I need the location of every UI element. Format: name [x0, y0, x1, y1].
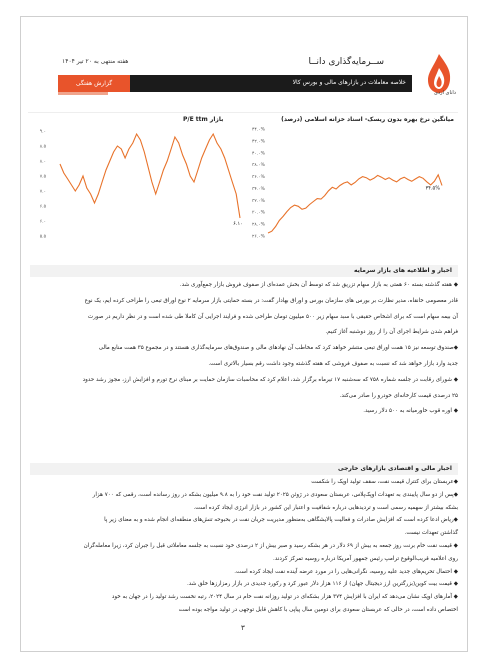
logo-caption: دانای اردی [434, 90, 456, 96]
y-tick-label: ۳۰.۰% [252, 210, 265, 216]
y-tick-label: ۶.۵ [39, 204, 46, 210]
y-tick-label: ۷.۵ [39, 174, 46, 180]
news-line: ◆صندوق توسعه نیز ۱۵ همت اوراق تبعی منتشر خواهد کرد که مخاطب آن نهادهای مالی و صندوق‌های سرمایه‌گذاری هستند و در مجموع ۳۵ همت منابع مالی [98, 345, 458, 352]
news-line: ◆ قیمت بیت کوین(بزرگترین ارز دیجیتال جهان) از ۱۱۶ هزار دلار عبور کرد و رکورد جدیدی در بازار رمزارزها خلق شد. [186, 581, 458, 588]
news-line: ◆ آمارهای اوپک نشان می‌دهد که ایران با افزایش ۳۷۴ هزار بشکه‌ای در تولید روزانه نفت خام در سال ۲۰۲۴، رتبه نخست رشد تولید را در جهان به خود [111, 594, 458, 601]
y-tick-label: ۴۲.۰% [252, 139, 265, 145]
news-line: قادر معصومی خانقاه، مدیر نظارت بر بورس های سازمان بورس و اوراق بهادار گفت: در بسته حمایتی بازار سرمایه ۲ نوع اوراق تبعی را طراحی کرده ایم، یک نوع [84, 297, 458, 304]
news-line: بشکه بیشتر از سهمیه رسمی است و تردیدهایی درباره شفافیت و اعتبار این کشور در بازار انرژی ایجاد کرده است. [193, 504, 458, 511]
news-line: آن بیمه سهام است که برای اشخاص حقیقی با سبد سهام زیر ۵۰۰ میلیون تومان طراحی شده و فرایند اجرایی آن کاملا طی شده است و در نظر داریم در صورت [87, 313, 458, 320]
last-value-label: ۶.۱۰ [233, 221, 243, 227]
y-tick-label: ۹.۰ [39, 129, 46, 135]
y-tick-label: ۲۸.۰% [252, 222, 265, 228]
news-line: ◆ شورای رقابت در جلسه شماره ۷۵۸ که سه‌شنبه ۱۷ تیرماه برگزار شد، اعلام کرد که محاسبات سازمان حمایت بر مبنای نرخ تورم و افزایش ارز، مجوز رشد حدود [82, 376, 458, 383]
news-line: اختصاص داده است، در حالی که عربستان سعودی برای دومین سال پیاپی با کاهش قابل توجهی در تولید مواجه بوده است [178, 606, 458, 613]
y-tick-label: ۴۰.۰% [252, 151, 265, 157]
series-line [268, 175, 442, 233]
y-tick-label: ۵.۵ [39, 234, 46, 240]
y-tick-label: ۷.۰ [39, 189, 46, 195]
section-title: اخبار مالی و اقتصادی بازارهای خارجی [338, 465, 452, 472]
news-line: ◆ قیمت نفت خام برنت روز جمعه به بیش از ۶۹ دلار در هر بشکه رسید و صبر بیش از ۲ درصدی خود نسبت به جلسه معاملاتی قبل را جبران کرد، زیرا معامله‌گران [83, 542, 458, 549]
page-number: ۳ [241, 624, 245, 632]
y-tick-label: ۲۶.۰% [252, 234, 265, 240]
news-line: ۲۵ درصدی قیمت کارخانه‌ای خودرو را صادر می‌کند. [339, 392, 458, 399]
chart-title-pe: P/E ttm بازار [183, 116, 224, 123]
news-line: ◆ احتمال تحریم‌های جدید علیه روسیه، نگرانی‌هایی را در مورد عرضه آینده نفت ایجاد کرده است. [234, 568, 458, 575]
chart-divider [28, 112, 458, 113]
news-line: ◆عربستان برای کنترل قیمت نفت، سقف تولید اوپک را شکست [311, 479, 458, 485]
y-tick-label: ۴۴.۰% [252, 127, 265, 133]
news-line: ◆ اوره قوب خاورمیانه به ۵۰۰ دلار رسید. [363, 408, 458, 415]
section-header-global-markets [30, 463, 458, 475]
news-line: فراهم شدن شرایط اجرای آن را از روز دوشنبه آغاز کنیم. [325, 329, 458, 336]
report-subtitle: خلاصه معاملات در بازارهای مالی و بورس کالا [292, 79, 406, 86]
news-line: گذاشتن تعهدات نیست. [404, 530, 458, 537]
series-line [60, 134, 240, 218]
brand-name: ســرمایه‌گذاری دانــا [308, 57, 384, 67]
y-tick-label: ۳۴.۰% [252, 186, 265, 192]
y-tick-label: ۸.۰ [39, 159, 46, 165]
tag-underline [58, 92, 108, 95]
report-date: هفته منتهی به ۲۰ تیر ۱۴۰۴ [62, 58, 129, 65]
y-tick-label: ۶.۰ [39, 219, 46, 225]
y-tick-label: ۸.۵ [39, 144, 46, 150]
y-tick-label: ۳۶.۰% [252, 175, 265, 181]
treasury-rate-line-chart [246, 122, 466, 242]
section-header-capital-market [30, 265, 458, 277]
news-line: ◆ هفته گذشته بسته ۶۰ همتی به بازار سهام تزریق شد که توسط آن بخش عمده‌ای از صفوف فروش بازار جمع‌آوری شد. [179, 282, 458, 288]
header-bar [58, 75, 412, 92]
global-markets-news [30, 476, 458, 617]
chart-title-treasury-rate: میانگین نرخ بهره بدون ریسک- اسناد خزانه اسلامی (درصد) [281, 116, 454, 123]
last-value-label: ۳۴.۵% [425, 185, 440, 192]
news-line: ◆ریاض ادعا کرده است که افزایش صادرات و فعالیت پالایشگاهی به‌منظور مدیریت جریان نفت در بحبوحه تنش‌های منطقه‌ای انجام شده و به معنای زیر پا [104, 517, 458, 524]
pe-line-chart [30, 122, 248, 242]
news-line: جدید وارد بازار خواهد شد که نسبت به صفوف فروشی که هفته گذشته وجود داشت رقم بسیار بالاتری است. [208, 360, 458, 367]
y-tick-label: ۳۸.۰% [252, 163, 265, 169]
news-line: ◆پس از دو سال پایبندی به تعهدات اوپک‌پلاس، عربستان سعودی در ژوئن ۲۰۲۵ تولید نفت خود را به ۹.۸ میلیون بشکه در روز رسانده است، رقمی که ۷۰۰ هزار [92, 491, 458, 498]
report-type-tag: گزارش هفتگی [58, 75, 130, 92]
y-tick-label: ۳۲.۰% [252, 198, 265, 204]
capital-market-news [30, 279, 458, 418]
news-line: روی اعلامیه قریب‌الوقوع ترامپ رئیس جمهور آمریکا درباره روسیه تمرکز کردند. [273, 555, 458, 562]
section-title: اخبار و اطلاعیه های بازار سرمایه [353, 267, 452, 274]
